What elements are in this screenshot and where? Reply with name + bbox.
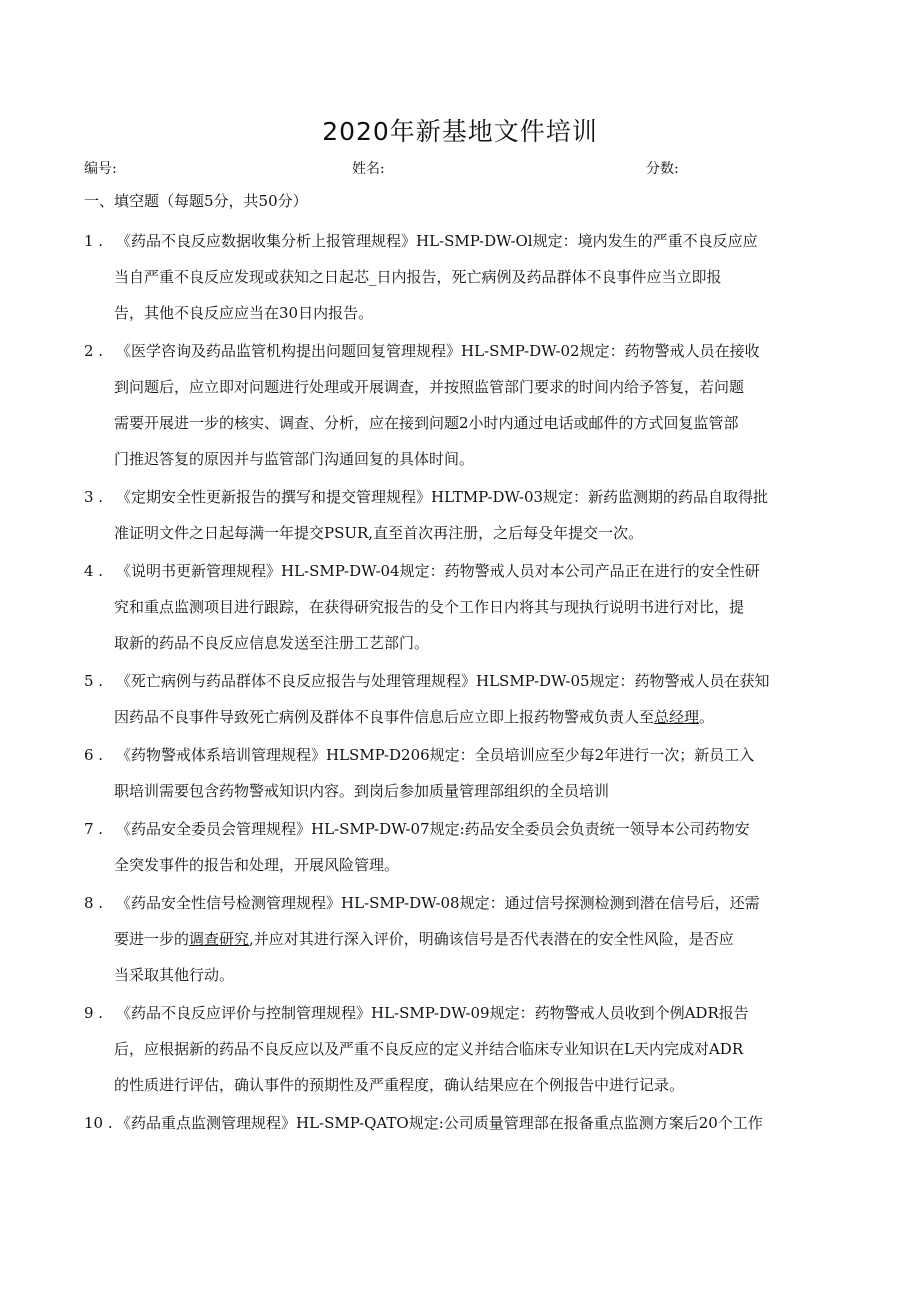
question-line: 《药品不良反应评价与控制管理规程》HL-SMP-DW-09规定：药物警戒人员收到个例ADR报告 — [116, 1004, 749, 1022]
question-item — [84, 479, 844, 551]
question-text: 。 — [699, 708, 715, 726]
question-list — [84, 223, 844, 1143]
question-line: 《药物警戒体系培训管理规程》HLSMP-D206规定：全员培训应至少每2年进行一次；新员工入 — [116, 746, 755, 764]
question-number: 1 . — [84, 232, 104, 250]
section-heading: 一、填空题（每题5分，共50分） — [84, 192, 308, 210]
id-label: 编号: — [84, 161, 117, 177]
question-line: 全突发事件的报告和处理，开展风险管理。 — [114, 856, 400, 874]
question-item — [84, 223, 844, 331]
answer-underlined: 调查研究 — [189, 930, 250, 948]
question-line: 《说明书更新管理规程》HL-SMP-DW-04规定：药物警戒人员对本公司产品正在进行的安全性研 — [116, 562, 760, 580]
question-line: 当自严重不良反应发现或获知之日起芯_日内报告，死亡病例及药品群体不良事件应当立即报 — [114, 268, 722, 286]
question-item — [84, 663, 844, 735]
question-text: 因药品不良事件导致死亡病例及群体不良事件信息后应立即上报药物警戒负责人至 — [114, 708, 655, 726]
question-number: 4 . — [84, 562, 104, 580]
question-line: 职培训需要包含药物警戒知识内容。到岗后参加质量管理部组织的全员培训 — [114, 782, 610, 800]
question-text: ,并应对其进行深入评价，明确该信号是否代表潜在的安全性风险，是否应 — [249, 930, 734, 948]
question-item — [84, 553, 844, 661]
question-item — [84, 995, 844, 1103]
question-line: 的性质进行评估，确认事件的预期性及严重程度，确认结果应在个例报告中进行记录。 — [114, 1076, 685, 1094]
question-line: 取新的药品不良反应信息发送至注册工艺部门。 — [114, 634, 430, 652]
question-line — [84, 921, 844, 957]
question-line: 需要开展进一步的核实、调查、分析，应在接到问题2小时内通过电话或邮件的方式回复监管部 — [114, 414, 739, 432]
question-line: 准证明文件之日起每满一年提交PSUR,直至首次再注册，之后每殳年提交一次。 — [114, 524, 644, 542]
question-line: 《药品安全性信号检测管理规程》HL-SMP-DW-08规定：通过信号探测检测到潜在信号后，还需 — [116, 894, 760, 912]
question-item — [84, 811, 844, 883]
question-number: 9 . — [84, 1004, 104, 1022]
question-line: 究和重点监测项目进行跟踪，在获得研究报告的殳个工作日内将其与现执行说明书进行对比，提 — [114, 598, 745, 616]
name-label: 姓名: — [352, 161, 385, 177]
question-number: 6 . — [84, 746, 104, 764]
question-number: 10 . — [84, 1114, 113, 1132]
page-title: 2020年新基地文件培训 — [322, 117, 598, 146]
question-line: 当采取其他行动。 — [114, 966, 235, 984]
question-item — [84, 737, 844, 809]
question-item — [84, 1105, 844, 1141]
question-number: 5 . — [84, 672, 104, 690]
question-line: 到问题后，应立即对问题进行处理或开展调查，并按照监管部门要求的时间内给予答复，若问题 — [114, 378, 745, 396]
question-line — [84, 699, 844, 735]
question-number: 8 . — [84, 894, 104, 912]
question-number: 2 . — [84, 342, 104, 360]
question-line: 告，其他不良反应应当在30日内报告。 — [114, 304, 374, 322]
question-line: 《药品不良反应数据收集分析上报管理规程》HL-SMP-DW-Ol规定：境内发生的严重不良反应应 — [116, 232, 758, 250]
question-line: 《死亡病例与药品群体不良反应报告与处理管理规程》HLSMP-DW-05规定：药物警戒人员在获知 — [116, 672, 770, 690]
question-line: 门推迟答复的原因并与监管部门沟通回复的具体时间。 — [114, 450, 475, 468]
question-line: 《医学咨询及药品监管机构提出问题回复管理规程》HL-SMP-DW-02规定：药物警戒人员在接收 — [116, 342, 760, 360]
question-line: 后，应根据新的药品不良反应以及严重不良反应的定义并结合临床专业知识在L天内完成对ADR — [114, 1040, 744, 1058]
question-line: 《定期安全性更新报告的撰写和提交管理规程》HLTMP-DW-03规定：新药监测期的药品自取得批 — [116, 488, 769, 506]
score-label: 分数: — [646, 161, 679, 177]
answer-underlined: 总经理 — [654, 708, 700, 726]
question-item — [84, 885, 844, 993]
question-line: 《药品安全委员会管理规程》HL-SMP-DW-07规定:药品安全委员会负责统一领导本公司药物安 — [116, 820, 750, 838]
question-number: 7 . — [84, 820, 104, 838]
question-number: 3 . — [84, 488, 104, 506]
question-line: 《药品重点监测管理规程》HL-SMP-QATO规定:公司质量管理部在报备重点监测方案后20个工作 — [116, 1114, 763, 1132]
question-text: 要进一步的 — [114, 930, 190, 948]
question-item — [84, 333, 844, 477]
